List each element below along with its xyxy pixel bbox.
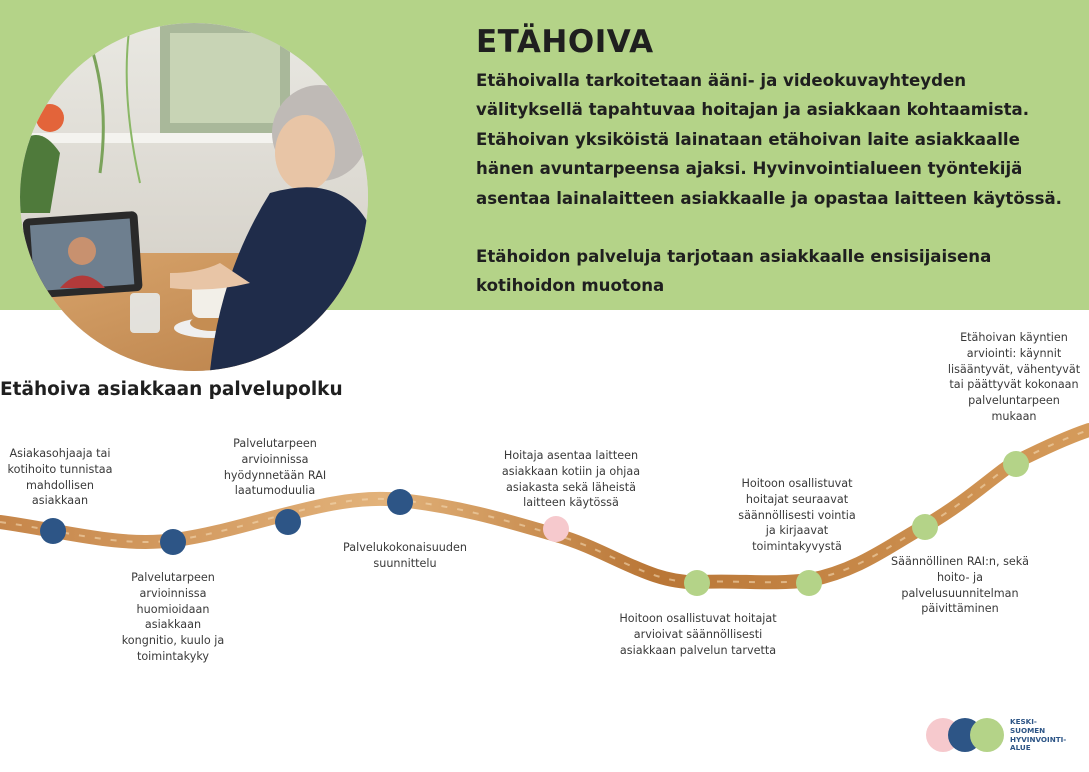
step-4-label: Palvelukokonaisuuden suunnittelu — [343, 541, 467, 570]
step-8-label: Säännöllinen RAI:n, sekä hoito- ja palvelusuunnitelman päivittäminen — [891, 555, 1029, 616]
step-7-marker — [796, 570, 822, 596]
step-1-label: Asiakasohjaaja tai kotihoito tunnistaa mahdollisen asiakkaan — [7, 447, 113, 508]
step-2-marker — [160, 529, 186, 555]
step-6-marker — [684, 570, 710, 596]
organization-logo — [926, 716, 1076, 756]
step-5-label: Hoitaja asentaa laitteen asiakkaan kotiin ja ohjaa asiakasta sekä läheistä laitteen käytössä — [501, 449, 641, 510]
intro-paragraph: Etähoivalla tarkoitetaan ääni- ja videokuvayhteyden välityksellä tapahtuvaa hoitajan ja asiakkaan kohtaamista. Etähoivan yksiköistä lainataan etähoivan laite asiakkaalle hänen avuntarpeensa ajaksi. Hyvinvointialueen työntekijä asentaa lainalaitteen asiakkaalle ja opastaa laitteen käytössä. — [476, 71, 1062, 208]
page-title: ETÄHOIVA — [476, 24, 654, 60]
step-9-label: Etähoivan käyntien arviointi: käynnit lisääntyvät, vähentyvät tai päättyvät kokonaan palveluntarpeen mukaan — [947, 331, 1081, 423]
step-8-marker — [912, 514, 938, 540]
logo-circles-icon — [926, 718, 1006, 752]
logo-text: KESKI- SUOMEN HYVINVOINTI- ALUE — [1010, 717, 1067, 753]
step-4-marker — [387, 489, 413, 515]
step-5-marker — [543, 516, 569, 542]
intro-paragraph-2: Etähoidon palveluja tarjotaan asiakkaalle ensisijaisena kotihoidon muotona — [476, 247, 992, 296]
step-6-label: Hoitoon osallistuvat hoitajat arvioivat säännöllisesti asiakkaan palvelun tarvetta — [619, 612, 777, 657]
service-path-title: Etähoiva asiakkaan palvelupolku — [0, 379, 343, 400]
step-9-marker — [1003, 451, 1029, 477]
step-7-label: Hoitoon osallistuvat hoitajat seuraavat säännöllisesti vointia ja kirjaavat toimintakyvystä — [738, 477, 856, 554]
step-1-marker — [40, 518, 66, 544]
step-3-label: Palvelutarpeen arvioinnissa hyödynnetään RAI laatumoduulia — [223, 437, 327, 498]
step-3-marker — [275, 509, 301, 535]
step-2-label: Palvelutarpeen arvioinnissa huomioidaan asiakkaan kongnitio, kuulo ja toimintakyky — [121, 571, 225, 663]
